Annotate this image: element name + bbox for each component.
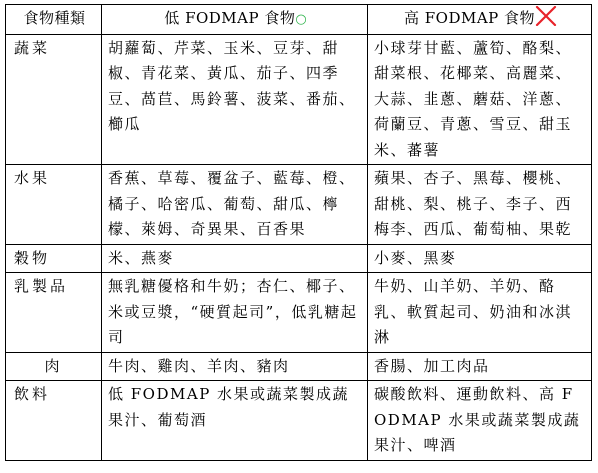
category-cell: 水果: [6, 165, 102, 245]
header-high-label: 高 FODMAP 食物: [403, 9, 536, 27]
high-fodmap-cell: 碳酸飲料、運動飲料、高 FODMAP 水果或蔬菜製成蔬果汁、啤酒: [368, 381, 592, 461]
high-fodmap-cell: 小麥、黑麥: [368, 244, 592, 273]
table-row: [6, 244, 592, 273]
category-cell: 乳製品: [6, 273, 102, 353]
header-category: 食物種類: [6, 5, 102, 35]
low-fodmap-cell: 牛肉、雞肉、羊肉、豬肉: [102, 352, 368, 381]
table-row: [6, 165, 592, 245]
high-fodmap-cell: 小球芽甘藍、蘆筍、酪梨、甜菜根、花椰菜、高麗菜、大蒜、韭蔥、蘑菇、洋蔥、荷蘭豆、青蔥、雪豆、甜玉米、蕃薯: [368, 34, 592, 165]
high-fodmap-cell: 香腸、加工肉品: [368, 352, 592, 381]
category-cell: 肉: [6, 352, 102, 381]
green-circle-icon: ○: [295, 12, 307, 27]
header-row: [6, 5, 592, 35]
low-fodmap-cell: 無乳糖優格和牛奶；杏仁、椰子、米或豆漿，“硬質起司”，低乳糖起司: [102, 273, 368, 353]
table-row: [6, 352, 592, 381]
category-cell: 穀物: [6, 244, 102, 273]
low-fodmap-cell: 米、燕麥: [102, 244, 368, 273]
header-low-fodmap: [102, 5, 368, 35]
low-fodmap-cell: 胡蘿蔔、芹菜、玉米、豆芽、甜椒、青花菜、黃瓜、茄子、四季豆、萵苣、馬鈴薯、菠菜、番茄、櫛瓜: [102, 34, 368, 165]
table-row: [6, 381, 592, 461]
low-fodmap-cell: 香蕉、草莓、覆盆子、藍莓、橙、橘子、哈密瓜、葡萄、甜瓜、檸檬、萊姆、奇異果、百香果: [102, 165, 368, 245]
table-row: [6, 273, 592, 353]
red-x-icon: [535, 6, 557, 26]
low-fodmap-cell: 低 FODMAP 水果或蔬菜製成蔬果汁、葡萄酒: [102, 381, 368, 461]
table-row: [6, 34, 592, 165]
high-fodmap-cell: 牛奶、山羊奶、羊奶、酪乳、軟質起司、奶油和冰淇淋: [368, 273, 592, 353]
header-high-fodmap: [368, 5, 592, 35]
category-cell: 飲料: [6, 381, 102, 461]
category-cell: 蔬菜: [6, 34, 102, 165]
fodmap-table: [5, 4, 592, 461]
high-fodmap-cell: 蘋果、杏子、黑莓、櫻桃、甜桃、梨、桃子、李子、西梅李、西瓜、葡萄柚、果乾: [368, 165, 592, 245]
header-low-label: 低 FODMAP 食物: [164, 9, 296, 27]
